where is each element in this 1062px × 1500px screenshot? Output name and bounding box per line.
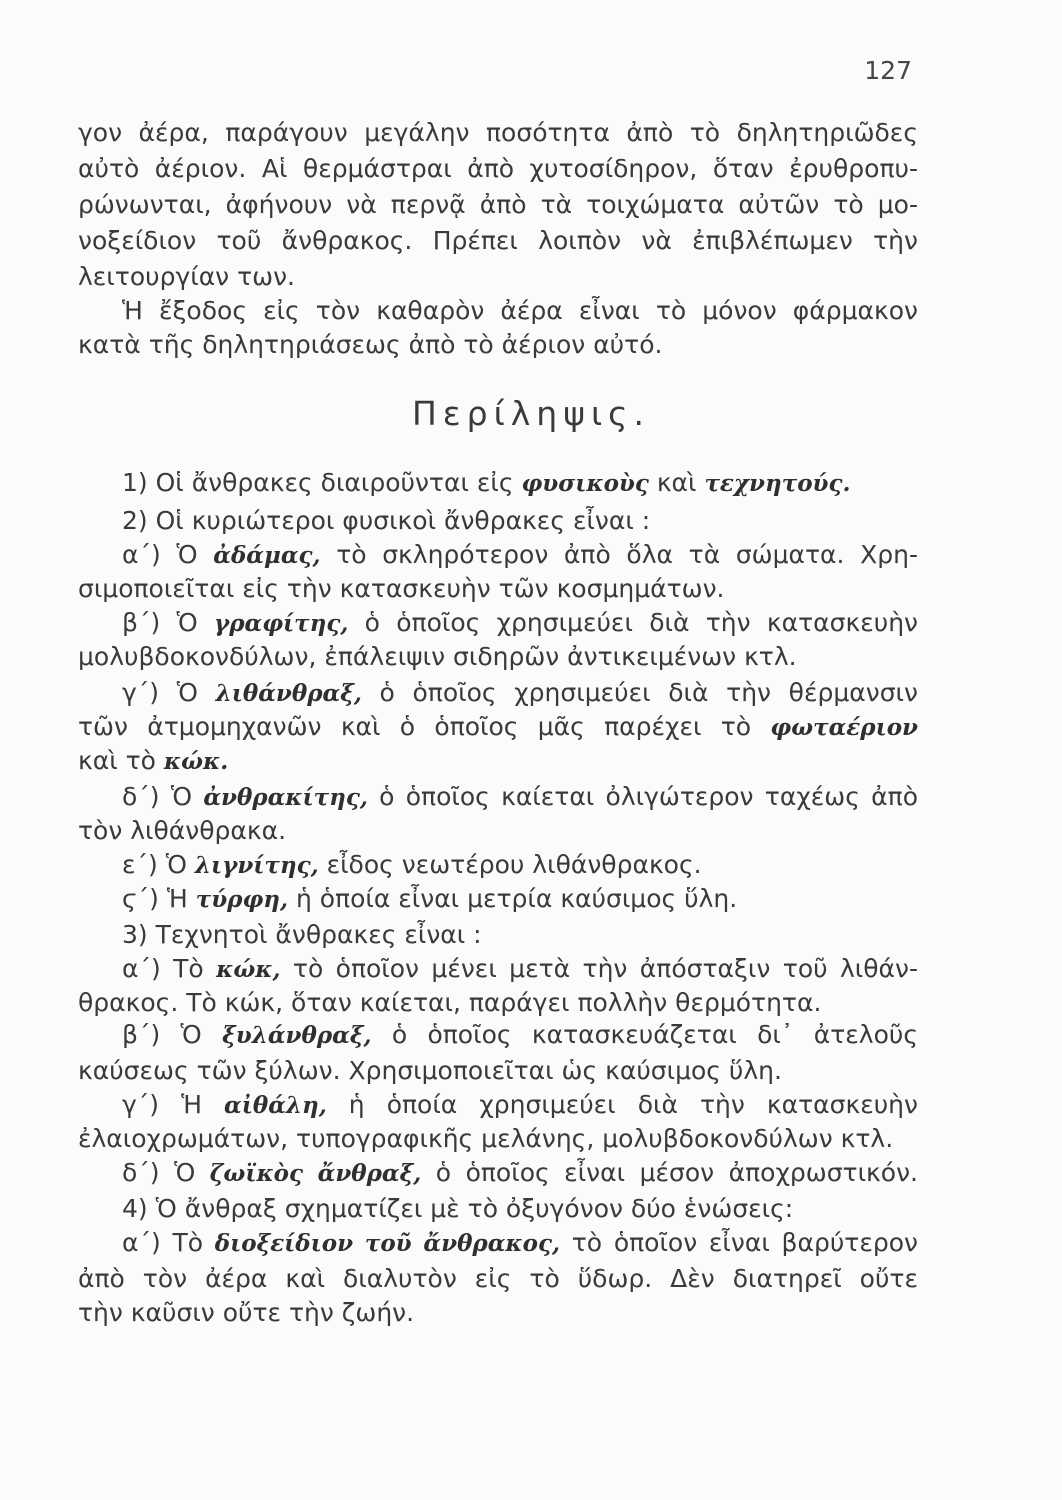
term: γραφίτης, bbox=[214, 610, 349, 637]
term: φυσικοὺς bbox=[521, 470, 649, 497]
section-heading: Περίληψις. bbox=[411, 394, 650, 433]
text-line: λειτουργίαν των. bbox=[78, 262, 295, 291]
term: ξυλάνθραξ, bbox=[222, 1022, 372, 1049]
text-line: ἐλαιοχρωμάτων, τυπογραφικῆς μελάνης, μολυβδοκονδύλων κτλ. bbox=[78, 1124, 894, 1153]
text-line: δ΄) Ὁ ἀνθρακίτης, ὁ ὁποῖος καίεται ὀλιγώτερον ταχέως ἀπὸ bbox=[122, 782, 918, 811]
text-line: νοξείδιον τοῦ ἄνθρακος. Πρέπει λοιπὸν νὰ ἐπιβλέπωμεν τὴν bbox=[78, 226, 918, 255]
summary-item-4: 4) Ὁ ἄνθραξ σχηματίζει μὲ τὸ ὀξυγόνον δύο ἑνώσεις: bbox=[122, 1194, 794, 1223]
text-line: γ΄) Ὁ λιθάνθραξ, ὁ ὁποῖος χρησιμεύει διὰ τὴν θέρμανσιν bbox=[122, 678, 918, 707]
text-line: κατὰ τῆς δηλητηριάσεως ἀπὸ τὸ ἀέριον αὐτό. bbox=[78, 330, 663, 359]
summary-item-3: 3) Τεχνητοὶ ἄνθρακες εἶναι : bbox=[122, 920, 482, 949]
term: κώκ. bbox=[163, 748, 229, 775]
text-line: τῶν ἀτμομηχανῶν καὶ ὁ ὁποῖος μᾶς παρέχει τὸ φωταέριον bbox=[78, 712, 918, 741]
text-line: τὸν λιθάνθρακα. bbox=[78, 816, 287, 845]
term: τεχνητούς. bbox=[704, 470, 851, 497]
text-line: γ΄) Ἡ αἰθάλη, ἡ ὁποία χρησιμεύει διὰ τὴν κατασκευὴν bbox=[122, 1090, 918, 1119]
term: διοξείδιον τοῦ ἄνθρακος, bbox=[214, 1230, 561, 1257]
text-line: καὶ τὸ κώκ. bbox=[78, 746, 229, 775]
text-line: β΄) Ὁ ξυλάνθραξ, ὁ ὁποῖος κατασκευάζεται δι᾽ ἀτελοῦς bbox=[122, 1020, 918, 1049]
text-line: ἀπὸ τὸν ἀέρα καὶ διαλυτὸν εἰς τὸ ὕδωρ. Δὲν διατηρεῖ οὔτε bbox=[78, 1264, 918, 1293]
text-line: β΄) Ὁ γραφίτης, ὁ ὁποῖος χρησιμεύει διὰ τὴν κατασκευὴν bbox=[122, 608, 918, 637]
text-line: μολυβδοκονδύλων, ἐπάλειψιν σιδηρῶν ἀντικειμένων κτλ. bbox=[78, 642, 797, 671]
term: τύρφη, bbox=[195, 886, 288, 913]
text-line: γον ἀέρα, παράγουν μεγάλην ποσότητα ἀπὸ τὸ δηλητηριῶδες bbox=[78, 118, 918, 147]
text-line: ρώνωνται, ἀφήνουν νὰ περνᾷ ἀπὸ τὰ τοιχώματα αὐτῶν τὸ μο- bbox=[78, 190, 918, 219]
text-line: α΄) Ὁ ἀδάμας, τὸ σκληρότερον ἀπὸ ὅλα τὰ σώματα. Χρη- bbox=[122, 540, 918, 569]
text-line: σιμοποιεῖται εἰς τὴν κατασκευὴν τῶν κοσμημάτων. bbox=[78, 574, 725, 603]
term: ἀδάμας, bbox=[213, 542, 321, 569]
term: λιγνίτης, bbox=[194, 852, 319, 879]
text-line: καύσεως τῶν ξύλων. Χρησιμοποιεῖται ὡς καύσιμος ὕλη. bbox=[78, 1056, 782, 1085]
text-line: Ἡ ἔξοδος εἰς τὸν καθαρὸν ἀέρα εἶναι τὸ μόνον φάρμακον bbox=[122, 296, 918, 325]
text-line: θρακος. Τὸ κώκ, ὅταν καίεται, παράγει πολλὴν θερμότητα. bbox=[78, 988, 822, 1017]
text-line: α΄) Τὸ κώκ, τὸ ὁποῖον μένει μετὰ τὴν ἀπόσταξιν τοῦ λιθάν- bbox=[122, 954, 918, 983]
summary-item-1: 1) Οἱ ἄνθρακες διαιροῦνται εἰς φυσικοὺς καὶ τεχνητούς. bbox=[122, 468, 851, 497]
text-line: τὴν καῦσιν οὔτε τὴν ζωήν. bbox=[78, 1298, 415, 1327]
text-line: ε΄) Ὁ λιγνίτης, εἶδος νεωτέρου λιθάνθρακος. bbox=[122, 850, 702, 879]
term: φωταέριον bbox=[770, 714, 918, 741]
term: ζωϊκὸς ἄνθραξ, bbox=[209, 1160, 422, 1187]
text-line: ϛ΄) Ἡ τύρφη, ἡ ὁποία εἶναι μετρία καύσιμος ὕλη. bbox=[122, 884, 738, 913]
term: ἀνθρακίτης, bbox=[203, 784, 368, 811]
page-number: 127 bbox=[864, 56, 912, 85]
text-line: δ΄) Ὁ ζωϊκὸς ἄνθραξ, ὁ ὁποῖος εἶναι μέσον ἀποχρωστικόν. bbox=[122, 1158, 918, 1187]
text-line: αὐτὸ ἀέριον. Αἱ θερμάστραι ἀπὸ χυτοσίδηρον, ὅταν ἐρυθροπυ- bbox=[78, 154, 918, 183]
term: κώκ, bbox=[216, 956, 281, 983]
term: αἰθάλη, bbox=[224, 1092, 327, 1119]
text-line: α΄) Τὸ διοξείδιον τοῦ ἄνθρακος, τὸ ὁποῖον εἶναι βαρύτερον bbox=[122, 1228, 918, 1257]
term: λιθάνθραξ, bbox=[215, 680, 362, 707]
summary-item-2: 2) Οἱ κυριώτεροι φυσικοὶ ἄνθρακες εἶναι : bbox=[122, 506, 651, 535]
